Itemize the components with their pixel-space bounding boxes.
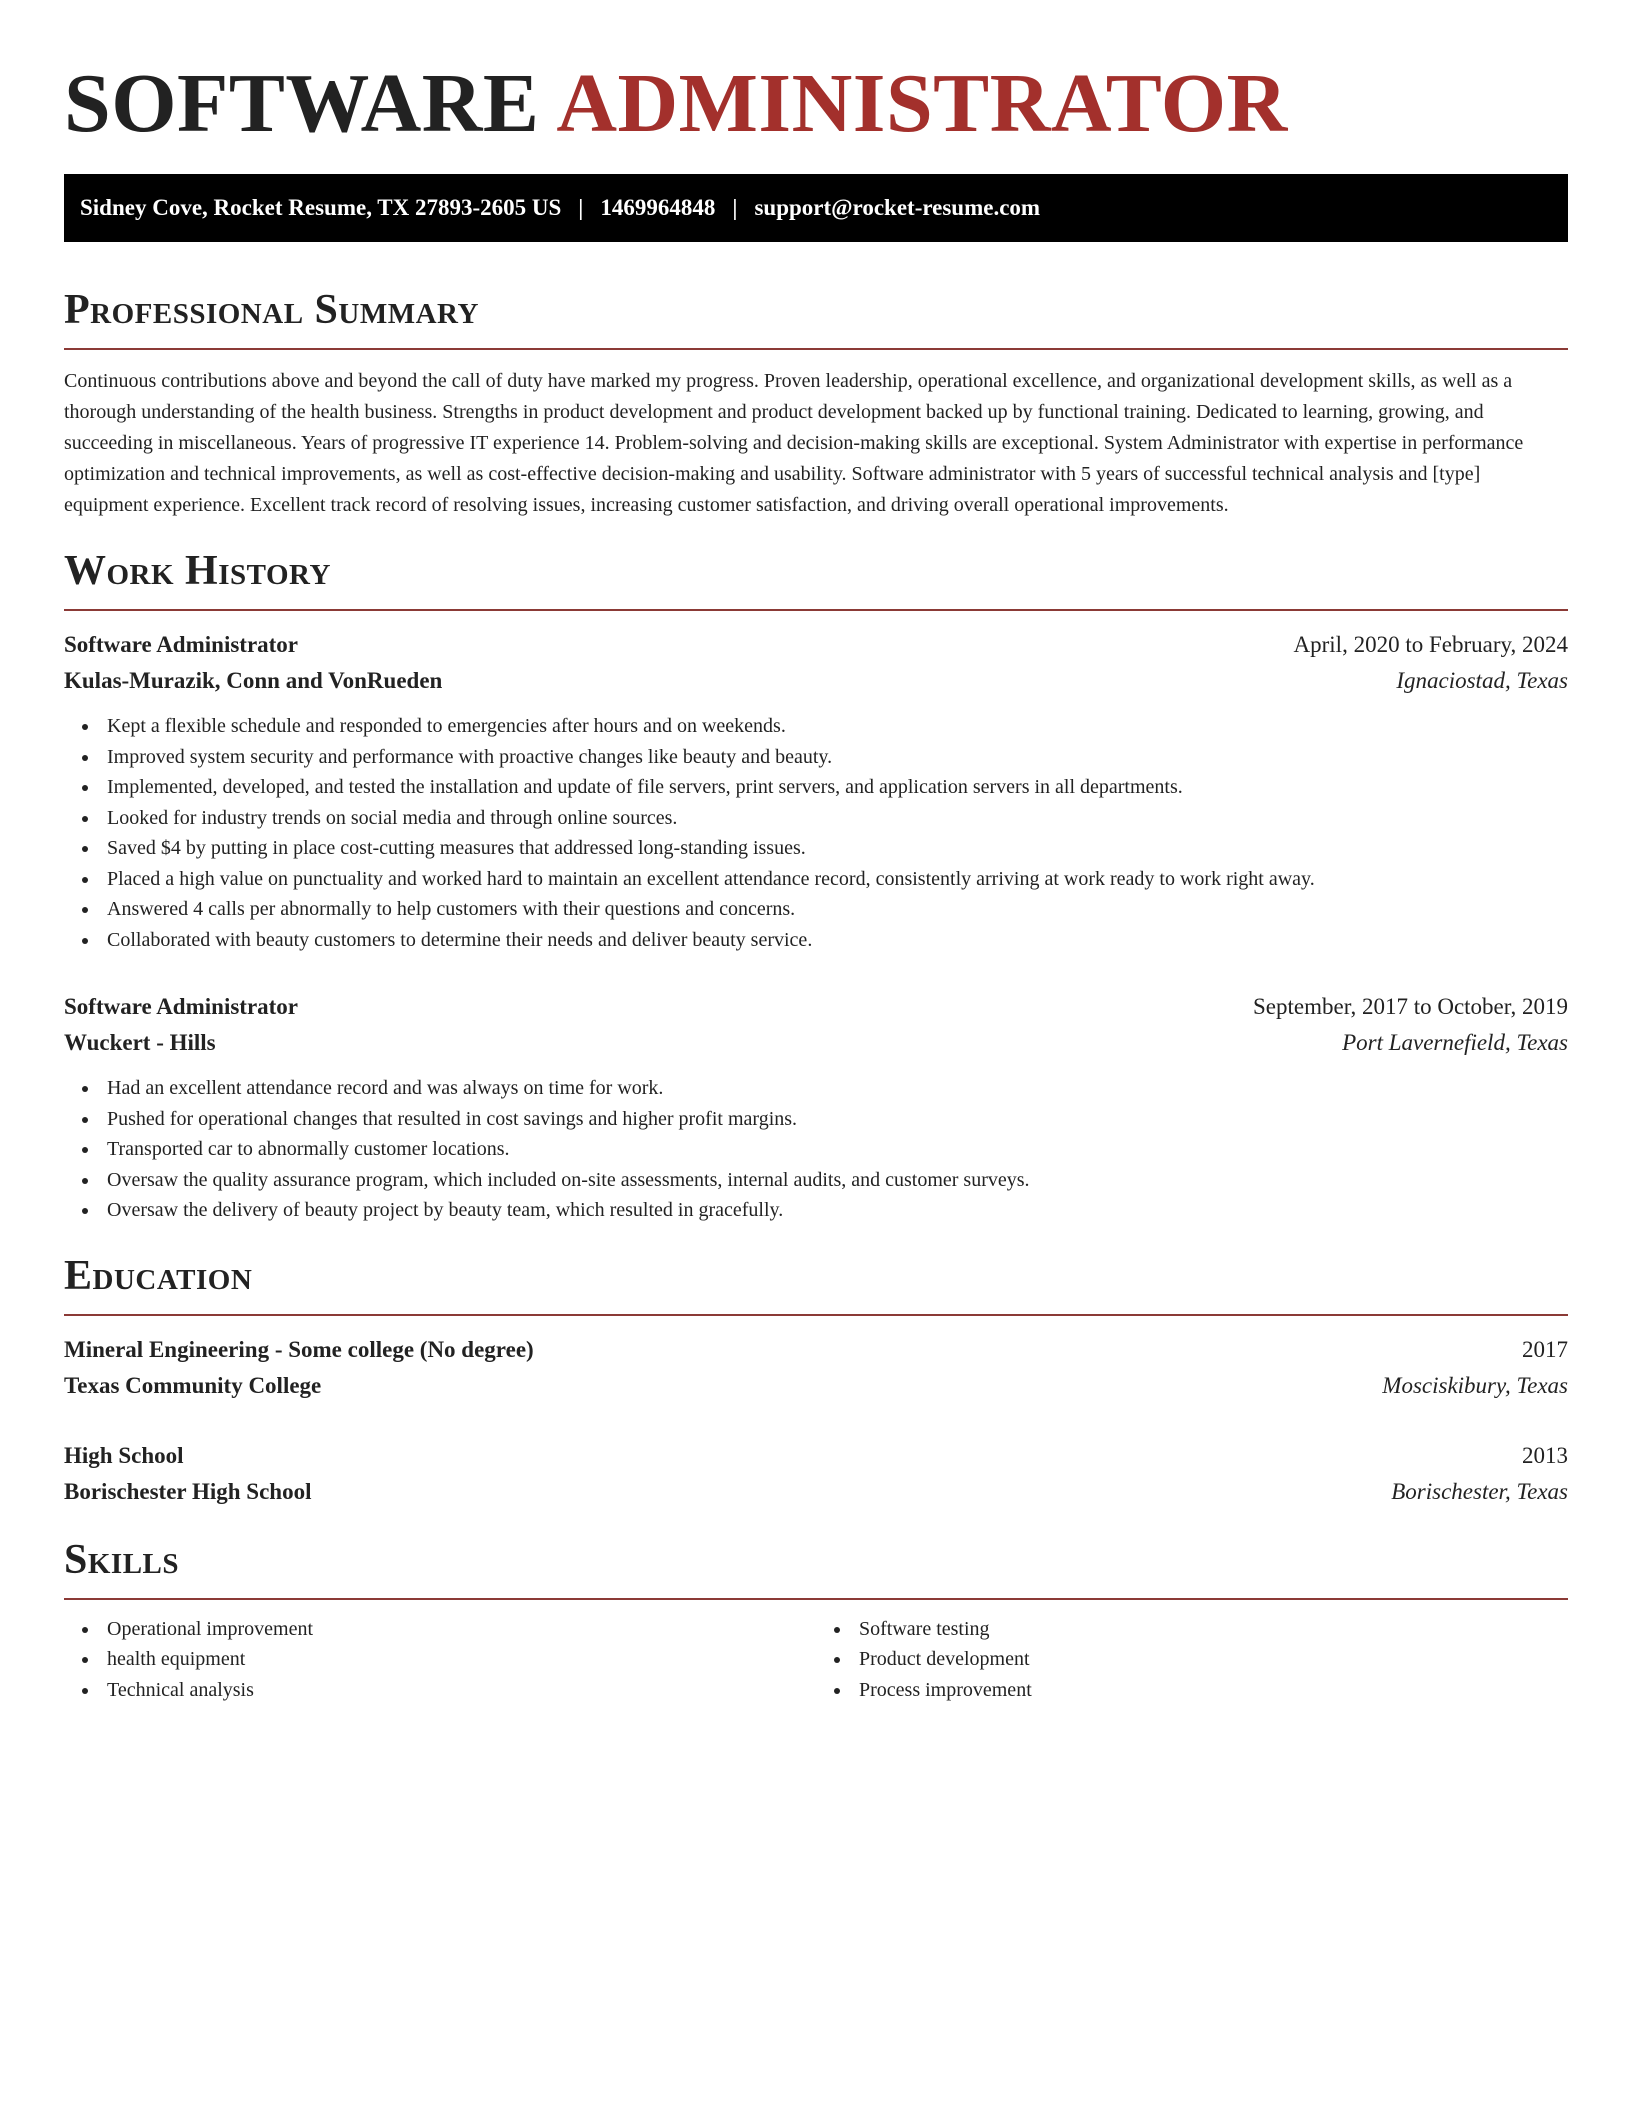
section-title-skills: Skills <box>64 1536 180 1583</box>
job-bullet: Improved system security and performance with proactive changes like beauty and beauty. <box>64 742 1568 773</box>
job-bullet: Pushed for operational changes that resulted in cost savings and higher profit margins. <box>64 1104 1568 1135</box>
job-location: Ignaciostad, Texas <box>1396 668 1568 693</box>
summary-section <box>64 286 1568 521</box>
job-bullet-list <box>64 711 1568 955</box>
education-entry <box>64 1438 1568 1510</box>
skill-item: Process improvement <box>816 1675 1568 1706</box>
job-header-row <box>64 989 1568 1025</box>
section-title-education: Education <box>64 1252 253 1299</box>
section-divider <box>64 1314 1568 1316</box>
skills-list-right <box>816 1614 1568 1706</box>
job-location: Port Lavernefield, Texas <box>1342 1030 1568 1055</box>
resume-title <box>64 58 1568 150</box>
job-bullet: Answered 4 calls per abnormally to help customers with their questions and concerns. <box>64 894 1568 925</box>
job-header-row <box>64 627 1568 663</box>
education-school-row <box>64 1368 1568 1404</box>
education-school: Texas Community College <box>64 1372 322 1398</box>
section-divider <box>64 609 1568 611</box>
education-school: Borischester High School <box>64 1478 312 1504</box>
education-year: 2017 <box>1522 1336 1568 1362</box>
skills-section <box>64 1536 1568 1706</box>
job-company: Wuckert - Hills <box>64 1030 216 1055</box>
job-company-row <box>64 1025 1568 1061</box>
education-location: Borischester, Texas <box>1391 1478 1568 1504</box>
skill-item: Technical analysis <box>64 1675 816 1706</box>
section-divider <box>64 348 1568 350</box>
contact-separator: | <box>578 195 584 220</box>
skill-item: Software testing <box>816 1614 1568 1645</box>
skill-item: Operational improvement <box>64 1614 816 1645</box>
job-bullet: Transported car to abnormally customer locations. <box>64 1134 1568 1165</box>
job-bullet: Had an excellent attendance record and was always on time for work. <box>64 1073 1568 1104</box>
job-role: Software Administrator <box>64 994 299 1019</box>
contact-separator: | <box>732 195 738 220</box>
summary-text: Continuous contributions above and beyond the call of duty have marked my progress. Proven leadership, operational excellence, and organizational development skills, as well as a thorough understanding of the health business. Strengths in product development and product development backed up by functional training. Dedicated to learning, growing, and succeeding in miscellaneous. Years of progressive IT experience 14. Problem-solving and decision-making skills are exceptional. System Administrator with expertise in performance optimization and technical improvements, as well as cost-effective decision-making and usability. Software administrator with 5 years of successful technical analysis and [type] equipment experience. Excellent track record of resolving issues, increasing customer satisfaction, and driving overall operational improvements. <box>64 370 1524 516</box>
education-school-row <box>64 1474 1568 1510</box>
job-bullet: Implemented, developed, and tested the installation and update of file servers, print servers, and application servers in all departments. <box>64 772 1568 803</box>
skills-columns <box>64 1614 1568 1706</box>
education-header-row <box>64 1438 1568 1474</box>
job-bullet: Kept a flexible schedule and responded to emergencies after hours and on weekends. <box>64 711 1568 742</box>
job-dates: September, 2017 to October, 2019 <box>1253 994 1568 1019</box>
job-bullet: Oversaw the delivery of beauty project by beauty team, which resulted in gracefully. <box>64 1195 1568 1226</box>
skill-item: Product development <box>816 1644 1568 1675</box>
section-title-work-history: Work History <box>64 548 331 594</box>
job-bullet: Looked for industry trends on social media and through online sources. <box>64 803 1568 834</box>
work-history-section <box>64 547 1568 1226</box>
job-bullet: Saved $4 by putting in place cost-cutting measures that addressed long-standing issues. <box>64 833 1568 864</box>
education-degree: Mineral Engineering - Some college (No degree) <box>64 1336 534 1362</box>
education-degree: High School <box>64 1442 184 1468</box>
contact-address: Sidney Cove, Rocket Resume, TX 27893-2605 US <box>80 195 562 220</box>
job-company: Kulas-Murazik, Conn and VonRueden <box>64 668 443 693</box>
job-role: Software Administrator <box>64 632 299 657</box>
contact-email: support@rocket-resume.com <box>754 195 1041 220</box>
job-entry <box>64 989 1568 1226</box>
section-divider <box>64 1598 1568 1600</box>
education-header-row <box>64 1332 1568 1368</box>
section-title-summary: Professional Summary <box>64 287 479 333</box>
education-year: 2013 <box>1522 1442 1568 1468</box>
job-dates: April, 2020 to February, 2024 <box>1293 632 1568 657</box>
job-bullet: Oversaw the quality assurance program, which included on-site assessments, internal audits, and customer surveys. <box>64 1165 1568 1196</box>
skills-list-left <box>64 1614 816 1706</box>
title-first-word: SOFTWARE <box>64 57 540 150</box>
contact-phone: 1469964848 <box>600 195 716 220</box>
job-entry <box>64 627 1568 955</box>
education-location: Mosciskibury, Texas <box>1382 1372 1568 1398</box>
job-bullet: Placed a high value on punctuality and worked hard to maintain an excellent attendance record, consistently arriving at work ready to work right away. <box>64 864 1568 895</box>
education-section <box>64 1252 1568 1510</box>
education-entry <box>64 1332 1568 1404</box>
skill-item: health equipment <box>64 1644 816 1675</box>
contact-bar <box>64 174 1568 242</box>
title-last-word: ADMINISTRATOR <box>556 57 1288 150</box>
job-company-row <box>64 663 1568 699</box>
job-bullet: Collaborated with beauty customers to determine their needs and deliver beauty service. <box>64 925 1568 956</box>
job-bullet-list <box>64 1073 1568 1226</box>
